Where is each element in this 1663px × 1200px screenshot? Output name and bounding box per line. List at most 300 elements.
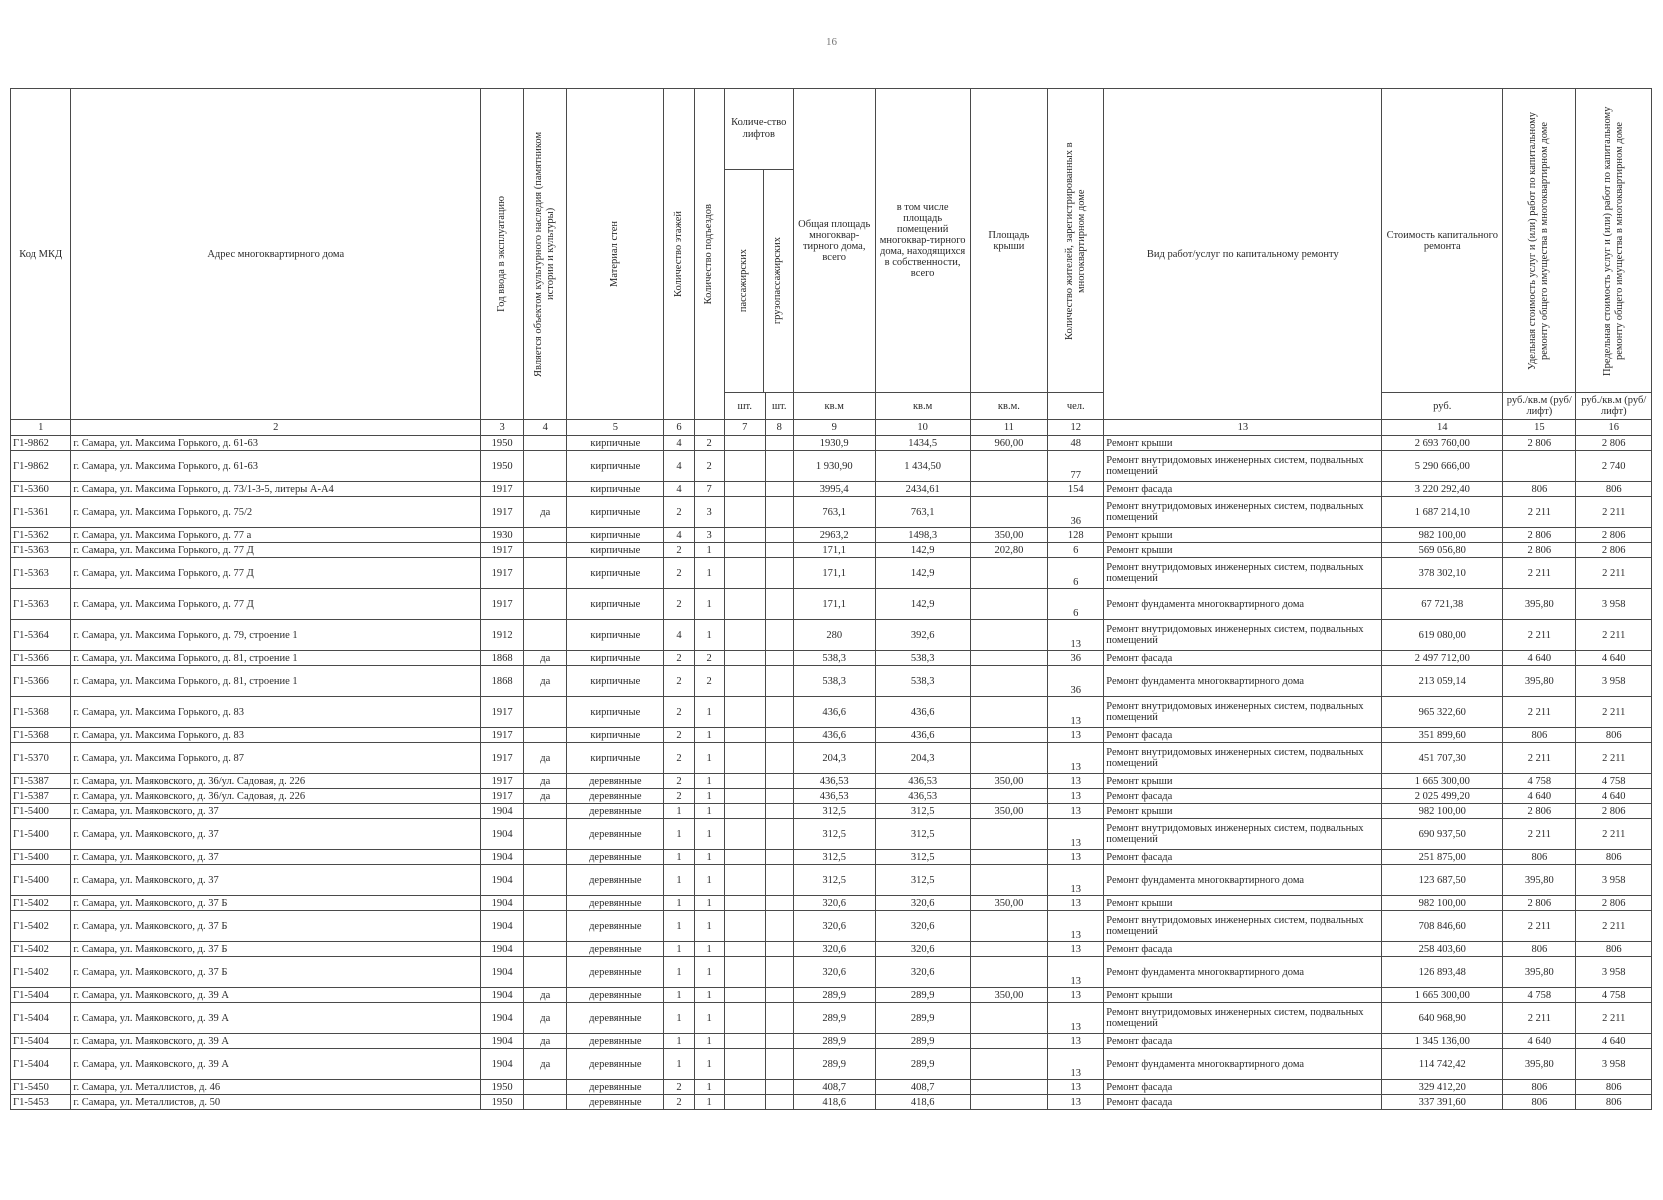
cell-year: 1917 (481, 482, 524, 497)
cell-code: Г1-5404 (11, 1003, 71, 1034)
cell-max-cost: 2 806 (1576, 528, 1652, 543)
cell-unit-cost: 2 211 (1503, 620, 1576, 651)
cell-max-cost: 806 (1576, 1095, 1652, 1110)
cell-lifts-freight (765, 789, 793, 804)
cell-owned-area: 418,6 (875, 1095, 970, 1110)
header-residents (1048, 89, 1104, 393)
cell-unit-cost: 4 640 (1503, 789, 1576, 804)
cell-lifts-pass (724, 543, 765, 558)
cell-lifts-freight (765, 728, 793, 743)
cell-address: г. Самара, ул. Металлистов, д. 46 (71, 1080, 481, 1095)
header-address: Адрес многоквартирного дома (71, 89, 481, 420)
cell-address: г. Самара, ул. Максима Горького, д. 83 (71, 728, 481, 743)
cell-walls: кирпичные (567, 651, 664, 666)
cell-work: Ремонт внутридомовых инженерных систем, подвальных помещений (1104, 497, 1382, 528)
cell-address: г. Самара, ул. Максима Горького, д. 81, строение 1 (71, 666, 481, 697)
cell-year: 1917 (481, 789, 524, 804)
header-floors-text: Количество этажей (672, 211, 684, 297)
cell-unit-cost: 395,80 (1503, 666, 1576, 697)
cell-heritage (524, 558, 567, 589)
cell-owned-area: 289,9 (875, 1049, 970, 1080)
cell-max-cost: 806 (1576, 942, 1652, 957)
cell-year: 1917 (481, 558, 524, 589)
header-lifts-pass (725, 170, 764, 392)
unit-total-area: кв.м (793, 393, 875, 420)
cell-max-cost: 2 211 (1576, 497, 1652, 528)
cell-address: г. Самара, ул. Максима Горького, д. 77 Д (71, 543, 481, 558)
cell-year: 1868 (481, 666, 524, 697)
cell-unit-cost: 2 211 (1503, 819, 1576, 850)
cell-lifts-pass (724, 666, 765, 697)
cell-lifts-pass (724, 896, 765, 911)
cell-lifts-freight (765, 850, 793, 865)
cell-year: 1930 (481, 528, 524, 543)
cell-roof-area (970, 482, 1048, 497)
cell-unit-cost: 2 211 (1503, 497, 1576, 528)
cell-entrances: 1 (694, 850, 724, 865)
table-row (11, 497, 1652, 528)
cell-owned-area: 312,5 (875, 850, 970, 865)
unit-unit-cost: руб./кв.м (руб/лифт) (1503, 393, 1576, 420)
unit-max-cost: руб./кв.м (руб/лифт) (1576, 393, 1652, 420)
header-year-text: Год ввода в эксплуатацию (496, 196, 508, 312)
cell-owned-area: 320,6 (875, 911, 970, 942)
cell-entrances: 1 (694, 865, 724, 896)
cell-entrances: 2 (694, 666, 724, 697)
cell-walls: кирпичные (567, 666, 664, 697)
cell-year: 1904 (481, 850, 524, 865)
col-number: 4 (524, 420, 567, 436)
cell-year: 1904 (481, 1003, 524, 1034)
table-row (11, 1034, 1652, 1049)
cell-lifts-pass (724, 558, 765, 589)
cell-owned-area: 436,6 (875, 697, 970, 728)
cell-entrances: 2 (694, 436, 724, 451)
cell-residents: 13 (1048, 1095, 1104, 1110)
cell-lifts-pass (724, 911, 765, 942)
cell-work: Ремонт фасада (1104, 1095, 1382, 1110)
cell-residents: 48 (1048, 436, 1104, 451)
unit-roof-area: кв.м. (970, 393, 1048, 420)
cell-floors: 1 (664, 1003, 694, 1034)
cell-cost: 619 080,00 (1382, 620, 1503, 651)
cell-unit-cost: 2 211 (1503, 558, 1576, 589)
cell-roof-area (970, 865, 1048, 896)
cell-floors: 1 (664, 1049, 694, 1080)
unit-cost: руб. (1382, 393, 1503, 420)
cell-residents: 13 (1048, 774, 1104, 789)
cell-max-cost: 806 (1576, 850, 1652, 865)
cell-total-area: 289,9 (793, 1034, 875, 1049)
cell-heritage: да (524, 1003, 567, 1034)
cell-code: Г1-5400 (11, 850, 71, 865)
cell-address: г. Самара, ул. Маяковского, д. 37 (71, 819, 481, 850)
header-unit-cost-text: Удельная стоимость услуг и (или) работ по капитальному ремонту общего имущества в многоквартирном доме (1527, 111, 1551, 370)
cell-residents: 154 (1048, 482, 1104, 497)
cell-walls: кирпичные (567, 543, 664, 558)
cell-address: г. Самара, ул. Максима Горького, д. 61-63 (71, 451, 481, 482)
cell-max-cost: 2 211 (1576, 1003, 1652, 1034)
cell-year: 1904 (481, 942, 524, 957)
cell-cost: 1 687 214,10 (1382, 497, 1503, 528)
cell-unit-cost: 4 758 (1503, 774, 1576, 789)
header-lifts-freight (764, 170, 793, 392)
cell-lifts-freight (765, 543, 793, 558)
cell-floors: 1 (664, 850, 694, 865)
cell-lifts-pass (724, 697, 765, 728)
cell-roof-area (970, 743, 1048, 774)
cell-cost: 2 497 712,00 (1382, 651, 1503, 666)
cell-walls: деревянные (567, 988, 664, 1003)
cell-walls: деревянные (567, 789, 664, 804)
cell-total-area: 763,1 (793, 497, 875, 528)
cell-roof-area (970, 697, 1048, 728)
header-code: Код МКД (11, 89, 71, 420)
cell-owned-area: 436,6 (875, 728, 970, 743)
cell-walls: деревянные (567, 1034, 664, 1049)
table-row (11, 1095, 1652, 1110)
cell-cost: 1 345 136,00 (1382, 1034, 1503, 1049)
cell-heritage: да (524, 1049, 567, 1080)
cell-owned-area: 289,9 (875, 1034, 970, 1049)
cell-residents: 13 (1048, 911, 1104, 942)
cell-code: Г1-5402 (11, 896, 71, 911)
cell-unit-cost: 2 806 (1503, 528, 1576, 543)
cell-max-cost: 3 958 (1576, 666, 1652, 697)
table-row (11, 896, 1652, 911)
cell-roof-area (970, 819, 1048, 850)
cell-address: г. Самара, ул. Маяковского, д. 37 (71, 865, 481, 896)
cell-lifts-freight (765, 804, 793, 819)
cell-lifts-pass (724, 1034, 765, 1049)
cell-total-area: 312,5 (793, 865, 875, 896)
cell-address: г. Самара, ул. Маяковского, д. 37 Б (71, 957, 481, 988)
cell-heritage (524, 436, 567, 451)
cell-code: Г1-5364 (11, 620, 71, 651)
cell-residents: 13 (1048, 804, 1104, 819)
cell-lifts-pass (724, 1049, 765, 1080)
cell-total-area: 204,3 (793, 743, 875, 774)
cell-heritage (524, 804, 567, 819)
cell-work: Ремонт внутридомовых инженерных систем, подвальных помещений (1104, 819, 1382, 850)
cell-walls: деревянные (567, 1080, 664, 1095)
cell-work: Ремонт внутридомовых инженерных систем, подвальных помещений (1104, 743, 1382, 774)
cell-lifts-freight (765, 1049, 793, 1080)
cell-lifts-freight (765, 436, 793, 451)
cell-residents: 13 (1048, 957, 1104, 988)
cell-work: Ремонт фасада (1104, 789, 1382, 804)
cell-residents: 13 (1048, 620, 1104, 651)
cell-year: 1917 (481, 743, 524, 774)
table-row (11, 957, 1652, 988)
table-row (11, 1003, 1652, 1034)
cell-entrances: 1 (694, 896, 724, 911)
cell-floors: 1 (664, 1034, 694, 1049)
header-year (481, 89, 524, 420)
cell-cost: 982 100,00 (1382, 896, 1503, 911)
cell-year: 1904 (481, 988, 524, 1003)
cell-floors: 4 (664, 482, 694, 497)
cell-code: Г1-5404 (11, 1049, 71, 1080)
cell-lifts-pass (724, 988, 765, 1003)
cell-lifts-pass (724, 804, 765, 819)
cell-owned-area: 142,9 (875, 558, 970, 589)
cell-year: 1904 (481, 804, 524, 819)
cell-address: г. Самара, ул. Маяковского, д. 36/ул. Садовая, д. 226 (71, 789, 481, 804)
cell-lifts-freight (765, 558, 793, 589)
cell-floors: 1 (664, 819, 694, 850)
cell-heritage (524, 451, 567, 482)
cell-code: Г1-5370 (11, 743, 71, 774)
cell-cost: 3 220 292,40 (1382, 482, 1503, 497)
cell-walls: кирпичные (567, 558, 664, 589)
cell-walls: кирпичные (567, 528, 664, 543)
cell-residents: 13 (1048, 850, 1104, 865)
cell-heritage (524, 589, 567, 620)
cell-walls: деревянные (567, 774, 664, 789)
cell-residents: 36 (1048, 651, 1104, 666)
cell-lifts-freight (765, 589, 793, 620)
cell-floors: 2 (664, 543, 694, 558)
cell-cost: 1 665 300,00 (1382, 988, 1503, 1003)
cell-lifts-pass (724, 497, 765, 528)
cell-owned-area: 312,5 (875, 804, 970, 819)
cell-unit-cost: 2 806 (1503, 436, 1576, 451)
table-row (11, 1080, 1652, 1095)
cell-owned-area: 142,9 (875, 543, 970, 558)
cell-year: 1950 (481, 436, 524, 451)
cell-year: 1868 (481, 651, 524, 666)
cell-entrances: 1 (694, 543, 724, 558)
cell-floors: 2 (664, 697, 694, 728)
cell-floors: 4 (664, 528, 694, 543)
cell-walls: кирпичные (567, 743, 664, 774)
cell-lifts-freight (765, 819, 793, 850)
table-row (11, 804, 1652, 819)
cell-total-area: 1 930,90 (793, 451, 875, 482)
col-number: 5 (567, 420, 664, 436)
cell-owned-area: 538,3 (875, 651, 970, 666)
cell-roof-area: 350,00 (970, 988, 1048, 1003)
cell-address: г. Самара, ул. Максима Горького, д. 77 Д (71, 589, 481, 620)
cell-lifts-freight (765, 451, 793, 482)
cell-residents: 13 (1048, 1003, 1104, 1034)
cell-work: Ремонт фундамента многоквартирного дома (1104, 589, 1382, 620)
col-number: 10 (875, 420, 970, 436)
cell-residents: 13 (1048, 697, 1104, 728)
capital-repair-table (10, 88, 1652, 1110)
cell-entrances: 1 (694, 942, 724, 957)
cell-max-cost: 2 806 (1576, 896, 1652, 911)
cell-total-area: 436,53 (793, 789, 875, 804)
cell-total-area: 312,5 (793, 819, 875, 850)
cell-address: г. Самара, ул. Максима Горького, д. 73/1-3-5, литеры А-А4 (71, 482, 481, 497)
cell-entrances: 1 (694, 558, 724, 589)
cell-unit-cost: 4 640 (1503, 651, 1576, 666)
cell-work: Ремонт внутридомовых инженерных систем, подвальных помещений (1104, 911, 1382, 942)
cell-residents: 13 (1048, 865, 1104, 896)
cell-code: Г1-5360 (11, 482, 71, 497)
cell-address: г. Самара, ул. Максима Горького, д. 79, строение 1 (71, 620, 481, 651)
col-number: 6 (664, 420, 694, 436)
cell-max-cost: 2 806 (1576, 436, 1652, 451)
cell-owned-area: 2434,61 (875, 482, 970, 497)
col-number: 8 (765, 420, 793, 436)
cell-work: Ремонт фасада (1104, 1034, 1382, 1049)
cell-walls: кирпичные (567, 451, 664, 482)
cell-entrances: 1 (694, 589, 724, 620)
table-row (11, 436, 1652, 451)
cell-unit-cost: 806 (1503, 482, 1576, 497)
cell-lifts-pass (724, 728, 765, 743)
cell-entrances: 1 (694, 697, 724, 728)
cell-floors: 2 (664, 497, 694, 528)
cell-walls: деревянные (567, 1003, 664, 1034)
cell-code: Г1-5363 (11, 589, 71, 620)
cell-address: г. Самара, ул. Максима Горького, д. 77 Д (71, 558, 481, 589)
cell-floors: 2 (664, 589, 694, 620)
cell-work: Ремонт фасада (1104, 1080, 1382, 1095)
cell-total-area: 312,5 (793, 850, 875, 865)
cell-floors: 2 (664, 743, 694, 774)
cell-code: Г1-5402 (11, 957, 71, 988)
cell-total-area: 320,6 (793, 911, 875, 942)
header-total-area: Общая площадь многоквар-тирного дома, всего (793, 89, 875, 393)
cell-cost: 114 742,42 (1382, 1049, 1503, 1080)
cell-code: Г1-5368 (11, 728, 71, 743)
cell-heritage (524, 620, 567, 651)
cell-owned-area: 392,6 (875, 620, 970, 651)
header-max-cost-text: Предельная стоимость услуг и (или) работ по капитальному ремонту общего имущества в многоквартирном доме (1601, 105, 1625, 376)
cell-unit-cost: 395,80 (1503, 957, 1576, 988)
cell-code: Г1-5361 (11, 497, 71, 528)
cell-entrances: 7 (694, 482, 724, 497)
cell-work: Ремонт крыши (1104, 774, 1382, 789)
table-row (11, 697, 1652, 728)
cell-heritage (524, 697, 567, 728)
cell-walls: деревянные (567, 804, 664, 819)
cell-entrances: 3 (694, 497, 724, 528)
cell-unit-cost: 806 (1503, 1095, 1576, 1110)
header-cost: Стоимость капитального ремонта (1382, 89, 1503, 393)
cell-floors: 2 (664, 1080, 694, 1095)
cell-residents: 13 (1048, 1080, 1104, 1095)
cell-year: 1917 (481, 543, 524, 558)
cell-heritage (524, 528, 567, 543)
cell-max-cost: 4 758 (1576, 988, 1652, 1003)
cell-lifts-freight (765, 1034, 793, 1049)
cell-max-cost: 806 (1576, 728, 1652, 743)
cell-roof-area (970, 1003, 1048, 1034)
cell-floors: 2 (664, 666, 694, 697)
cell-cost: 1 665 300,00 (1382, 774, 1503, 789)
cell-lifts-freight (765, 957, 793, 988)
cell-unit-cost: 2 211 (1503, 697, 1576, 728)
cell-year: 1904 (481, 1049, 524, 1080)
cell-entrances: 1 (694, 1049, 724, 1080)
table-body (11, 436, 1652, 1110)
cell-code: Г1-5402 (11, 911, 71, 942)
cell-lifts-pass (724, 789, 765, 804)
cell-lifts-pass (724, 774, 765, 789)
cell-year: 1917 (481, 774, 524, 789)
cell-max-cost: 4 640 (1576, 789, 1652, 804)
cell-lifts-freight (765, 988, 793, 1003)
table-row (11, 819, 1652, 850)
cell-heritage (524, 1095, 567, 1110)
cell-work: Ремонт внутридомовых инженерных систем, подвальных помещений (1104, 620, 1382, 651)
cell-max-cost: 2 211 (1576, 911, 1652, 942)
unit-residents: чел. (1048, 393, 1104, 420)
cell-entrances: 2 (694, 451, 724, 482)
cell-residents: 13 (1048, 896, 1104, 911)
cell-entrances: 3 (694, 528, 724, 543)
cell-cost: 329 412,20 (1382, 1080, 1503, 1095)
cell-roof-area (970, 451, 1048, 482)
cell-walls: деревянные (567, 911, 664, 942)
cell-heritage (524, 728, 567, 743)
cell-year: 1917 (481, 728, 524, 743)
cell-floors: 1 (664, 911, 694, 942)
cell-year: 1917 (481, 589, 524, 620)
cell-floors: 1 (664, 957, 694, 988)
header-residents-text: Количество жителей, зарегистрированных в многоквартирном доме (1063, 141, 1087, 340)
col-number: 1 (11, 420, 71, 436)
cell-cost: 2 025 499,20 (1382, 789, 1503, 804)
cell-cost: 708 846,60 (1382, 911, 1503, 942)
cell-floors: 2 (664, 728, 694, 743)
cell-max-cost: 806 (1576, 482, 1652, 497)
cell-heritage (524, 911, 567, 942)
cell-max-cost: 3 958 (1576, 957, 1652, 988)
cell-work: Ремонт внутридомовых инженерных систем, подвальных помещений (1104, 451, 1382, 482)
cell-heritage: да (524, 743, 567, 774)
cell-code: Г1-5402 (11, 942, 71, 957)
unit-lifts-pass: шт. (724, 393, 765, 420)
cell-total-area: 289,9 (793, 1003, 875, 1034)
cell-lifts-pass (724, 651, 765, 666)
cell-year: 1904 (481, 896, 524, 911)
cell-work: Ремонт фундамента многоквартирного дома (1104, 1049, 1382, 1080)
cell-floors: 2 (664, 1095, 694, 1110)
cell-code: Г1-5400 (11, 804, 71, 819)
cell-year: 1904 (481, 911, 524, 942)
cell-max-cost: 3 958 (1576, 865, 1652, 896)
cell-total-area: 2963,2 (793, 528, 875, 543)
cell-heritage (524, 819, 567, 850)
cell-year: 1917 (481, 497, 524, 528)
cell-owned-area: 320,6 (875, 896, 970, 911)
cell-work: Ремонт фасада (1104, 850, 1382, 865)
cell-total-area: 320,6 (793, 957, 875, 988)
cell-address: г. Самара, ул. Маяковского, д. 39 А (71, 1049, 481, 1080)
cell-unit-cost: 2 806 (1503, 896, 1576, 911)
cell-owned-area: 320,6 (875, 957, 970, 988)
cell-address: г. Самара, ул. Максима Горького, д. 75/2 (71, 497, 481, 528)
cell-lifts-freight (765, 865, 793, 896)
cell-cost: 213 059,14 (1382, 666, 1503, 697)
table-row (11, 528, 1652, 543)
header-entrances-text: Количество подъездов (703, 203, 715, 305)
cell-total-area: 436,6 (793, 728, 875, 743)
cell-entrances: 1 (694, 804, 724, 819)
cell-lifts-freight (765, 620, 793, 651)
cell-cost: 451 707,30 (1382, 743, 1503, 774)
cell-roof-area: 350,00 (970, 896, 1048, 911)
cell-residents: 6 (1048, 558, 1104, 589)
cell-cost: 251 875,00 (1382, 850, 1503, 865)
cell-heritage (524, 543, 567, 558)
